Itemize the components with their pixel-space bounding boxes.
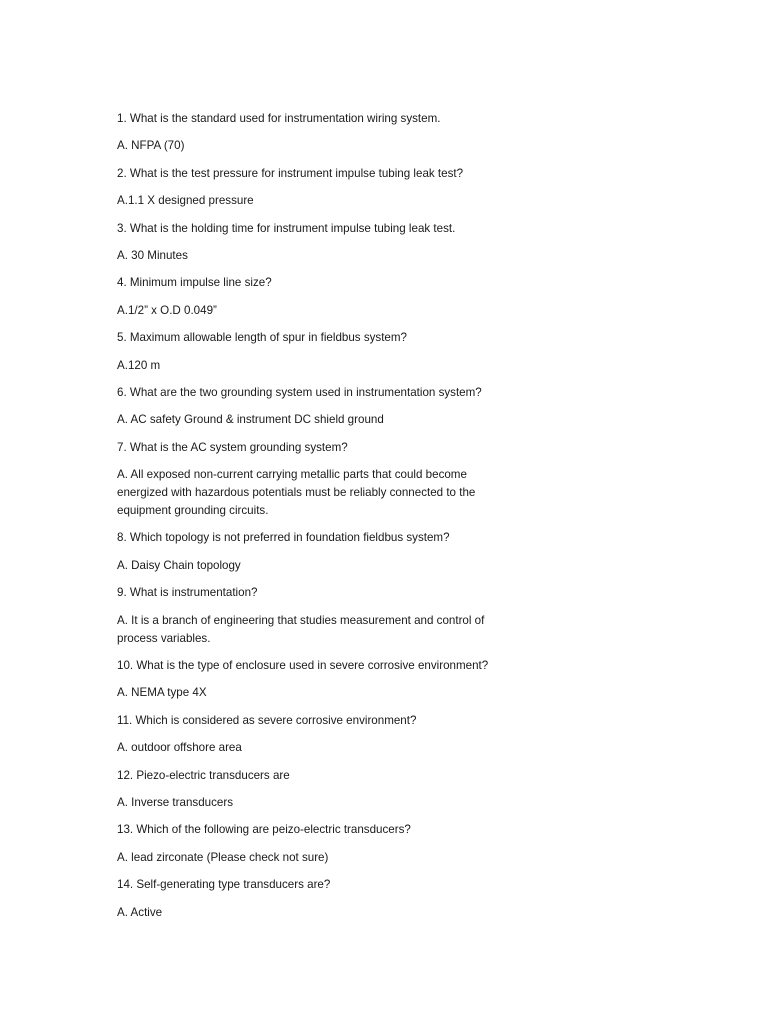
answer-6: A. AC safety Ground & instrument DC shield ground [117, 413, 384, 427]
answer-13: A. lead zirconate (Please check not sure) [117, 850, 329, 864]
answer-5: A.120 m [117, 358, 161, 372]
question-2: 2. What is the test pressure for instrument impulse tubing leak test? [117, 166, 464, 180]
question-13: 13. Which of the following are peizo-electric transducers? [117, 823, 411, 837]
question-14: 14. Self-generating type transducers are? [117, 878, 331, 892]
qa-item-4 [117, 274, 517, 319]
answer-8: A. Daisy Chain topology [117, 558, 241, 572]
answer-7: A. All exposed non-current carrying metallic parts that could become energized with hazardous potentials must be reliably connected to the equipment grounding circuits. [117, 468, 476, 518]
qa-item-10 [117, 657, 517, 702]
answer-10: A. NEMA type 4X [117, 686, 207, 700]
qa-item-1 [117, 110, 517, 155]
answer-11: A. outdoor offshore area [117, 741, 242, 755]
qa-item-7 [117, 439, 517, 520]
answer-3: A. 30 Minutes [117, 248, 188, 262]
question-5: 5. Maximum allowable length of spur in fieldbus system? [117, 331, 407, 345]
qa-item-11 [117, 712, 517, 757]
qa-item-5 [117, 329, 517, 374]
qa-item-9 [117, 584, 517, 647]
question-7: 7. What is the AC system grounding system? [117, 440, 348, 454]
qa-item-8 [117, 529, 517, 574]
document-page [117, 110, 517, 931]
question-10: 10. What is the type of enclosure used in severe corrosive environment? [117, 659, 489, 673]
qa-item-13 [117, 821, 517, 866]
question-12: 12. Piezo-electric transducers are [117, 768, 290, 782]
qa-item-3 [117, 220, 517, 265]
question-4: 4. Minimum impulse line size? [117, 276, 272, 290]
question-6: 6. What are the two grounding system used in instrumentation system? [117, 385, 482, 399]
answer-4: A.1/2” x O.D 0.049” [117, 303, 217, 317]
question-8: 8. Which topology is not preferred in foundation fieldbus system? [117, 531, 450, 545]
answer-2: A.1.1 X designed pressure [117, 194, 254, 208]
question-9: 9. What is instrumentation? [117, 586, 258, 600]
question-11: 11. Which is considered as severe corrosive environment? [117, 713, 417, 727]
qa-item-12 [117, 767, 517, 812]
question-3: 3. What is the holding time for instrument impulse tubing leak test. [117, 221, 456, 235]
answer-9: A. It is a branch of engineering that studies measurement and control of process variables. [117, 613, 485, 645]
qa-item-2 [117, 165, 517, 210]
answer-12: A. Inverse transducers [117, 795, 233, 809]
answer-14: A. Active [117, 905, 163, 919]
answer-1: A. NFPA (70) [117, 139, 185, 153]
qa-item-6 [117, 384, 517, 429]
question-1: 1. What is the standard used for instrumentation wiring system. [117, 112, 441, 125]
qa-item-14 [117, 876, 517, 921]
